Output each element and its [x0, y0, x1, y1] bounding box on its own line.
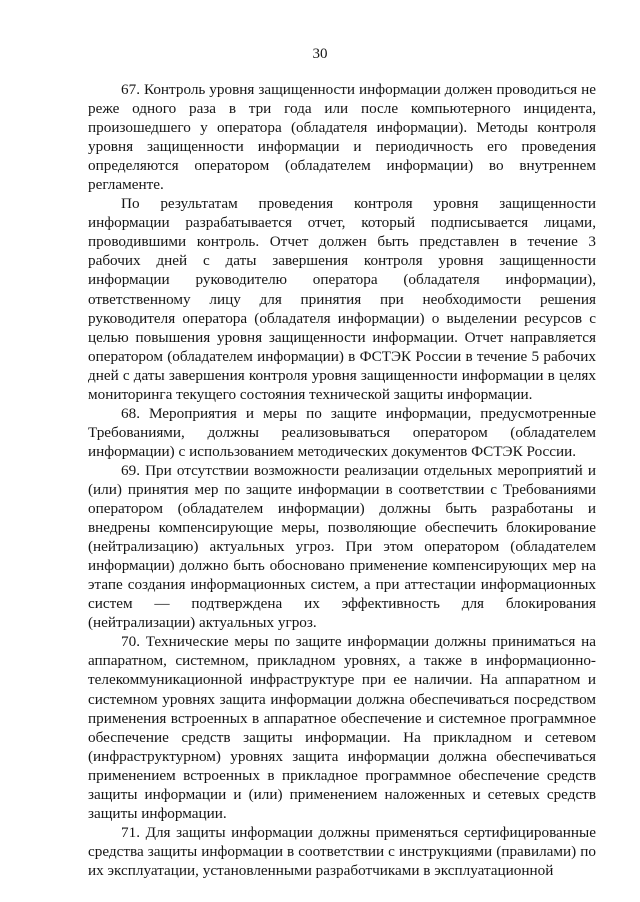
paragraph-68: 68. Мероприятия и меры по защите информации, предусмотренные Требованиями, должны реализовываться оператором (обладателем информации) с использованием методических документов ФСТЭК России.: [88, 404, 596, 460]
paragraph-69: 69. При отсутствии возможности реализации отдельных мероприятий и (или) принятия мер по защите информации в соответствии с Требованиями оператором (обладателем информации) должны быть разработаны и внедрены компенсирующие меры, позволяющие обеспечить блокирование (нейтрализацию) актуальных угроз. При этом оператором (обладателем информации) должно быть обосновано применение компенсирующих мер на этапе создания информационных систем, а при аттестации информационных систем — подтверждена их эффективность для блокирования (нейтрализации) актуальных угроз.: [88, 461, 596, 632]
paragraph-71: 71. Для защиты информации должны применяться сертифицированные средства защиты информации в соответствии с инструкциями (правилами) по их эксплуатации, установленными разработчиками в эксплуатационной: [88, 823, 596, 879]
paragraph-67: 67. Контроль уровня защищенности информации должен проводиться не реже одного раза в три года или после компьютерного инцидента, произошедшего у оператора (обладателя информации). Методы контроля уровня защищенности информации и периодичность его проведения определяются оператором (обладателем информации) во внутреннем регламенте.: [88, 81, 596, 194]
document-body: [88, 80, 596, 880]
paragraph-67-report: По результатам проведения контроля уровня защищенности информации разрабатывается отчет, который подписывается лицами, проводившими контроль. Отчет должен быть представлен в течение 3 рабочих дней с даты завершения контроля уровня защищенности информации руководителю оператора (обладателя информации), ответственному лицу для принятия при необходимости решения руководителя оператора (обладателя информации) о выделении ресурсов с целью повышения уровня защищенности информации. Отчет направляется оператором (обладателем информации) в ФСТЭК России в течение 5 рабочих дней с даты завершения контроля уровня защищенности информации в целях мониторинга текущего состояния технической защиты информации.: [88, 195, 596, 403]
paragraph-70: 70. Технические меры по защите информации должны приниматься на аппаратном, системном, прикладном уровнях, а также в информационно-телекоммуникационной инфраструктуре при ее наличии. На аппаратном и системном уровнях защита информации должна обеспечиваться посредством применения встроенных в аппаратное обеспечение и системное программное обеспечение средств защиты информации. На прикладном и сетевом (инфраструктурном) уровнях защита информации должна обеспечиваться применением встроенных в прикладное программное обеспечение средств защиты информации и (или) применением наложенных и сетевых средств защиты информации.: [88, 633, 596, 822]
page-number: 30: [312, 46, 328, 62]
